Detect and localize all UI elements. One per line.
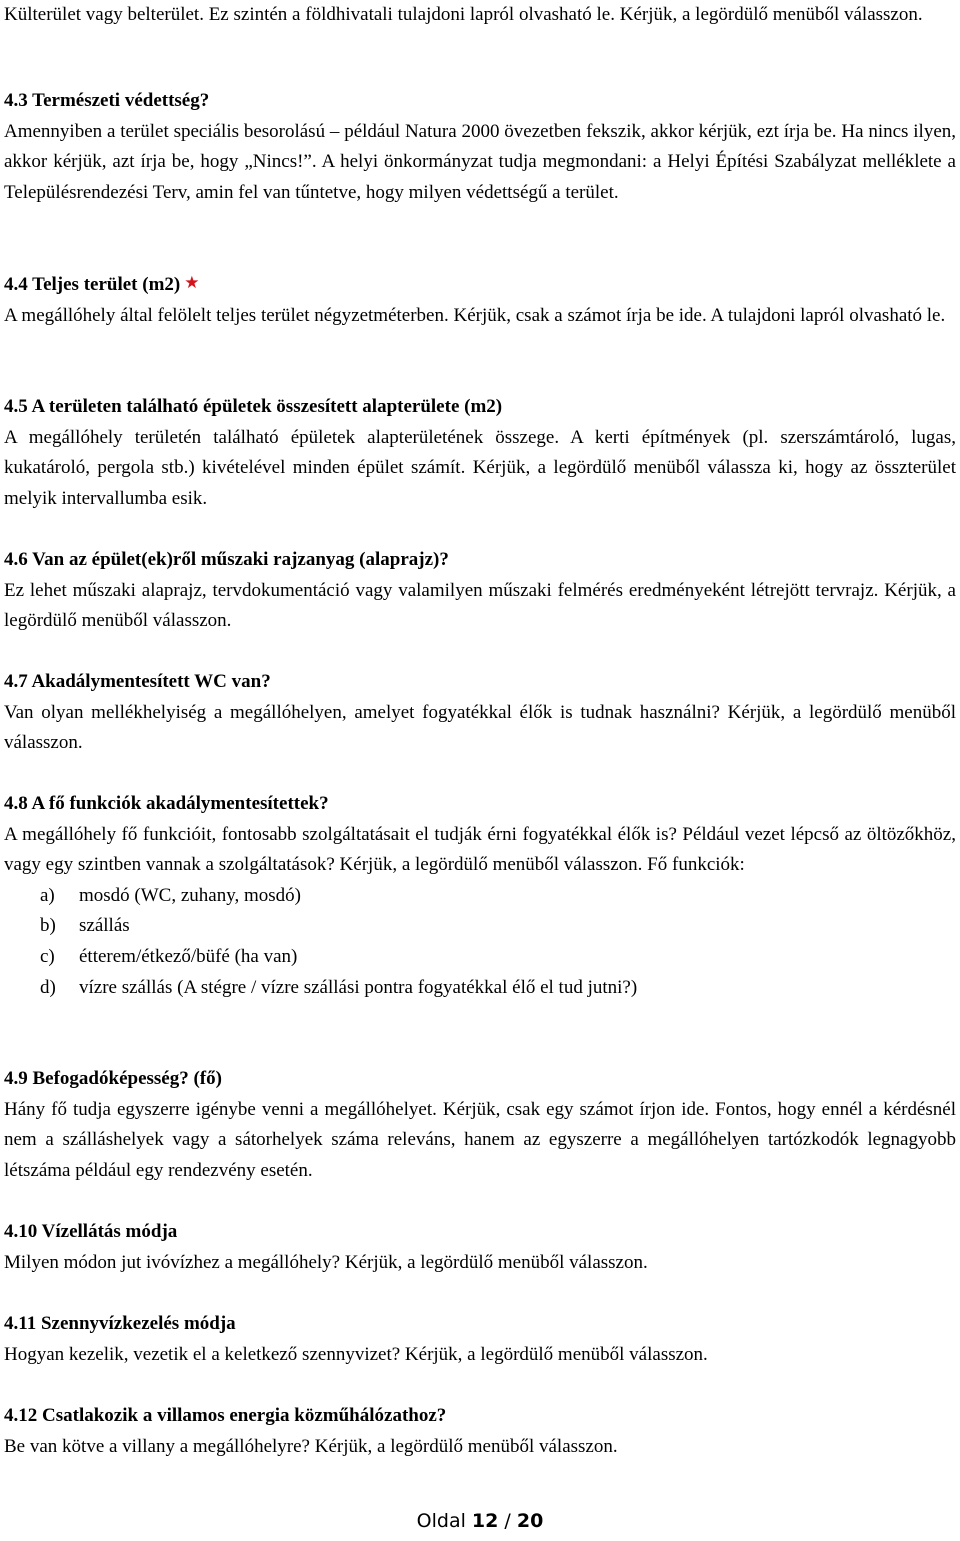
list-item-marker: b) [40,915,56,937]
section-4-8-body: A megállóhely fő funkcióit, fontosabb szolgáltatásait el tudják érni fogyatékkal élők is? Például vezet lépcső az öltözőkhöz, vagy egy szintben vannak a szolgáltatások? Kérjük, a legördülő menüből válasszon. Fő funkciók: [4,823,956,876]
section-4-10-title: 4.10 Vízellátás módja [4,1221,178,1242]
section-4-9-body: Hány fő tudja egyszerre igénybe venni a megállóhelyet. Kérjük, csak egy számot írjon ide. Fontos, hogy ennél a kérdésnél nem a szálláshelyek vagy a sátorhelyek száma releváns, hanem az egyszerre a megállóhelyen tartózkodók legnagyobb létszáma például egy rendezvény esetén. [4,1098,956,1181]
section-4-7 [4,667,956,759]
section-4-10-body: Milyen módon jut ivóvízhez a megállóhely? Kérjük, a legördülő menüből válasszon. [4,1251,648,1273]
section-4-4 [4,270,956,331]
section-4-9 [4,1064,956,1186]
section-4-5-body: A megállóhely területén található épületek alapterületének összege. A kerti építmények (pl. szerszámtároló, lugas, kukatároló, pergola stb.) kivételével minden épület számít. Kérjük, a legördülő menüből válassza ki, hogy az összterület melyik intervallumba esik. [4,426,956,509]
section-4-5 [4,392,956,514]
section-4-6 [4,545,956,637]
section-4-4-body: A megállóhely által felölelt teljes terület négyzetméterben. Kérjük, csak a számot írja be ide. A tulajdoni lapról olvasható le. [4,304,946,326]
section-4-7-body: Van olyan mellékhelyiség a megállóhelyen, amelyet fogyatékkal élők is tudnak használni? Kérjük, a legördülő menüből válasszon. [4,701,956,754]
section-4-10 [4,1217,956,1278]
section-4-8 [4,789,956,1003]
section-4-11-title: 4.11 Szennyvízkezelés módja [4,1313,236,1334]
section-4-6-body: Ez lehet műszaki alaprajz, tervdokumentáció vagy valamilyen műszaki felmérés eredményeként létrejött tervrajz. Kérjük, a legördülő menüből válasszon. [4,579,956,632]
section-4-3-title: 4.3 Természeti védettség? [4,90,210,111]
function-list [4,881,956,1003]
section-4-12 [4,1401,956,1462]
section-4-11-body: Hogyan kezelik, vezetik el a keletkező szennyvizet? Kérjük, a legördülő menüből válasszon. [4,1343,708,1365]
list-item-text: szállás [79,915,130,937]
section-4-12-title: 4.12 Csatlakozik a villamos energia közműhálózathoz? [4,1405,447,1426]
list-item [4,881,956,912]
list-item-marker: c) [40,945,55,967]
required-star-icon: ★ [184,273,200,292]
section-4-9-title: 4.9 Befogadóképesség? (fő) [4,1068,222,1089]
total-page-count: 20 [516,1510,544,1532]
current-page-number: 12 [471,1510,499,1532]
section-4-12-body: Be van kötve a villany a megállóhelyre? Kérjük, a legördülő menüből válasszon. [4,1435,618,1457]
list-item-text: vízre szállás (A stégre / vízre szállási pontra fogyatékkal élő el tud jutni?) [79,976,638,998]
page-label: Oldal [416,1510,466,1532]
section-4-7-title: 4.7 Akadálymentesített WC van? [4,671,271,692]
list-item-marker: a) [40,884,55,906]
section-4-8-title: 4.8 A fő funkciók akadálymentesítettek? [4,793,329,814]
section-4-8-body-wrap [4,820,956,881]
list-item [4,911,956,942]
section-4-4-title: 4.4 Teljes terület (m2) [4,274,181,295]
section-4-6-title: 4.6 Van az épület(ek)ről műszaki rajzanyag (alaprajz)? [4,549,449,570]
section-4-3-body: Amennyiben a terület speciális besorolású – például Natura 2000 övezetben fekszik, akkor kérjük, ezt írja be. Ha nincs ilyen, akkor kérjük, azt írja be, hogy „Nincs!”. A helyi önkormányzat tudja megmondani: a Helyi Építési Szabályzat melléklete a Településrendezési Terv, amin fel van tűntetve, hogy milyen védettségű a terület. [4,120,956,203]
list-item [4,973,956,1004]
section-4-4-heading [4,270,956,301]
list-item-text: étterem/étkező/büfé (ha van) [79,945,298,967]
page-number-footer [0,1510,960,1532]
intro-text: Külterület vagy belterület. Ez szintén a földhivatali tulajdoni lapról olvasható le. Kérjük, a legördülő menüből válasszon. [4,4,923,25]
list-item-text: mosdó (WC, zuhany, mosdó) [79,884,301,906]
section-4-3 [4,86,956,208]
intro-paragraph [4,0,956,31]
section-4-5-title: 4.5 A területen található épületek összesített alapterülete (m2) [4,396,503,417]
page-separator: / [504,1510,511,1532]
list-item-marker: d) [40,976,56,998]
section-4-11 [4,1309,956,1370]
list-item [4,942,956,973]
